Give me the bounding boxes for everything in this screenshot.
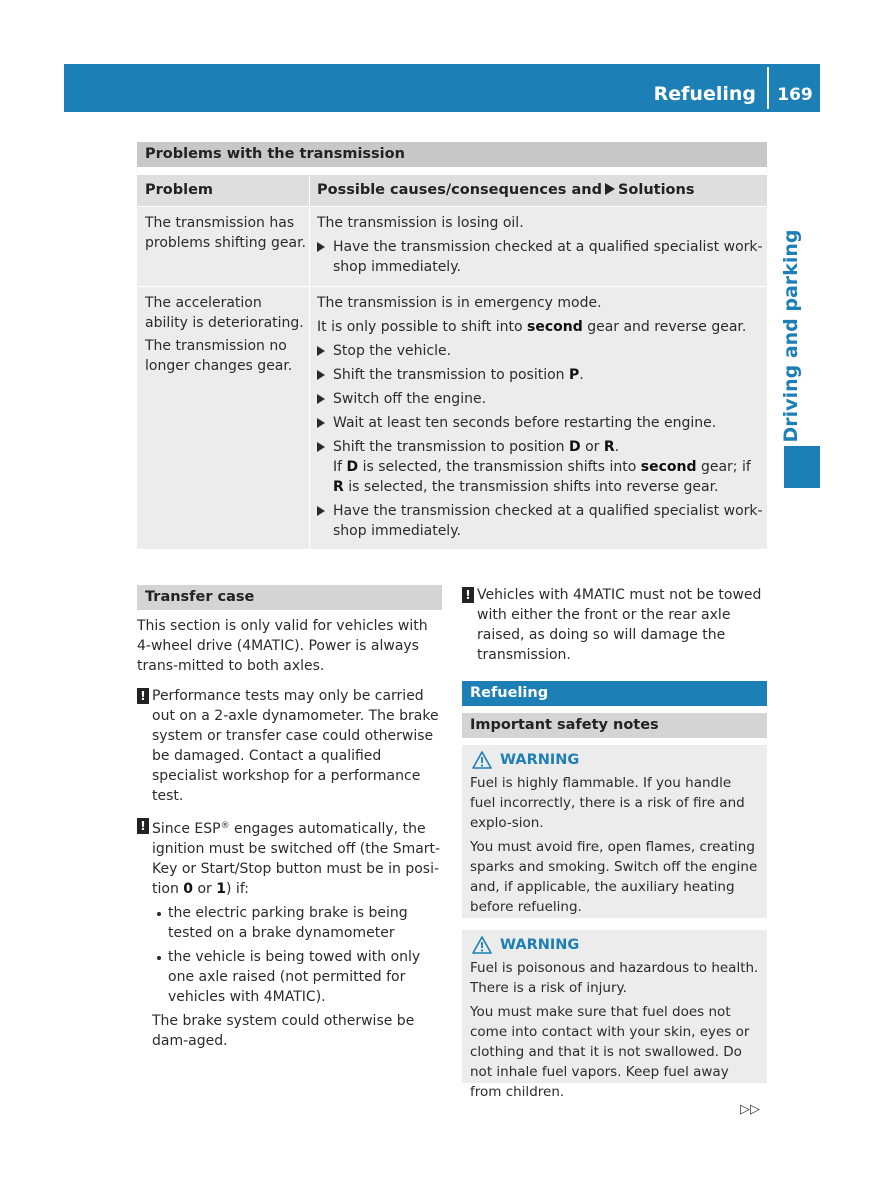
- step-arrow-icon: [317, 370, 325, 380]
- arrow-right-icon: [605, 183, 615, 195]
- safety-notes-heading: Important safety notes: [462, 713, 767, 738]
- bullet-dot-icon: [157, 912, 161, 916]
- column-divider: [309, 175, 310, 206]
- step-arrow-icon: [317, 242, 325, 252]
- solution-step: Switch off the engine.: [317, 389, 763, 409]
- step-arrow-icon: [317, 346, 325, 356]
- solution-cell: [317, 213, 763, 281]
- bullet-dot-icon: [157, 956, 161, 960]
- column-header-solutions: Possible causes/consequences and Solutions: [317, 182, 695, 198]
- problem-cell: [145, 213, 307, 256]
- warning-text: Fuel is poisonous and hazardous to health. There is a risk of injury.: [470, 960, 759, 996]
- exclamation-icon: !: [137, 818, 149, 834]
- step-arrow-icon: [317, 506, 325, 516]
- column-header-problem: Problem: [145, 182, 214, 198]
- solution-step: Have the transmission checked at a qualified specialist work-shop immediately.: [317, 501, 763, 541]
- caution-note: ! Since ESP® engages automatically, the ignition must be switched off (the Smart-Key or Start/Stop button must be in posi-tion 0 or 1) if: the electric parking brake is being tested on a brake dynamometer the vehicle is being towed with only one axle raised (not permitted for vehicles with 4MATIC). The brake system could otherwise be dam-aged.: [137, 816, 442, 1051]
- solution-step: Stop the vehicle.: [317, 341, 763, 361]
- step-arrow-icon: [317, 442, 325, 452]
- side-tab: [779, 229, 803, 443]
- exclamation-icon: !: [462, 587, 474, 603]
- solution-step: Shift the transmission to position D or R. If D is selected, the transmission shifts into second gear; if R is selected, the transmission shifts into reverse gear.: [317, 437, 763, 497]
- solution-step: Have the transmission checked at a qualified specialist work-shop immediately.: [317, 237, 763, 277]
- info-text: It is only possible to shift into second gear and reverse gear.: [317, 319, 747, 335]
- warning-title: WARNING: [470, 934, 759, 956]
- exclamation-icon: !: [137, 688, 149, 704]
- warning-triangle-icon: [472, 936, 492, 954]
- table-header: [137, 175, 767, 206]
- caution-note: ! Performance tests may only be carried out on a 2-axle dynamometer. The brake system or transfer case could otherwise be damaged. Contact a qualified specialist workshop for a performance test.: [137, 686, 442, 806]
- problem-text: The acceleration ability is deteriorating.: [145, 295, 304, 331]
- transfer-case-heading: Transfer case: [137, 585, 442, 610]
- column-divider: [309, 287, 310, 549]
- table-row: [137, 207, 767, 286]
- problem-text: The transmission no longer changes gear.: [145, 338, 293, 374]
- caution-note: ! Vehicles with 4MATIC must not be towed with either the front or the rear axle raised, as doing so will damage the transmission.: [462, 585, 767, 665]
- intro-text: This section is only valid for vehicles with 4-wheel drive (4MATIC). Power is always trans-mitted to both axles.: [137, 618, 428, 674]
- warning-triangle-icon: [472, 751, 492, 769]
- warning-title: WARNING: [470, 749, 759, 771]
- warning-box: [462, 745, 767, 918]
- solution-step: Wait at least ten seconds before restarting the engine.: [317, 413, 763, 433]
- refueling-heading: Refueling: [462, 681, 767, 706]
- transmission-table-title: Problems with the transmission: [137, 142, 767, 167]
- warning-text: You must avoid fire, open flames, creating sparks and smoking. Switch off the engine and, if applicable, the auxiliary heating before refueling.: [470, 839, 758, 915]
- transfer-case-body: [137, 616, 442, 1061]
- cause-text: The transmission is losing oil.: [317, 215, 524, 231]
- step-arrow-icon: [317, 418, 325, 428]
- towing-note-column: [462, 585, 767, 675]
- warning-text: You must make sure that fuel does not come into contact with your skin, eyes or clothing and that it is not swallowed. Do not inhale fuel vapors. Keep fuel away from children.: [470, 1004, 750, 1100]
- list-item: the vehicle is being towed with only one axle raised (not permitted for vehicles with 4MATIC).: [152, 947, 442, 1007]
- side-tab-marker: [784, 446, 820, 488]
- step-arrow-icon: [317, 394, 325, 404]
- warning-text: Fuel is highly flammable. If you handle fuel incorrectly, there is a risk of fire and explo-sion.: [470, 775, 745, 831]
- cause-text: The transmission is in emergency mode.: [317, 295, 602, 311]
- solution-step: Shift the transmission to position P.: [317, 365, 763, 385]
- list-item: the electric parking brake is being tested on a brake dynamometer: [152, 903, 442, 943]
- warning-box: [462, 930, 767, 1100]
- page-number: 169: [777, 85, 813, 105]
- table-row: [137, 287, 767, 549]
- side-tab-label: Driving and parking: [780, 229, 802, 443]
- continued-marker: ▷▷: [740, 1102, 760, 1117]
- solution-cell: [317, 293, 763, 545]
- section-title: Refueling: [653, 83, 756, 105]
- column-divider: [309, 207, 310, 286]
- header-divider: [767, 67, 769, 109]
- problem-text: The transmission has problems shifting gear.: [145, 215, 306, 251]
- problem-cell: [145, 293, 307, 379]
- closing-text: The brake system could otherwise be dam-aged.: [152, 1013, 415, 1049]
